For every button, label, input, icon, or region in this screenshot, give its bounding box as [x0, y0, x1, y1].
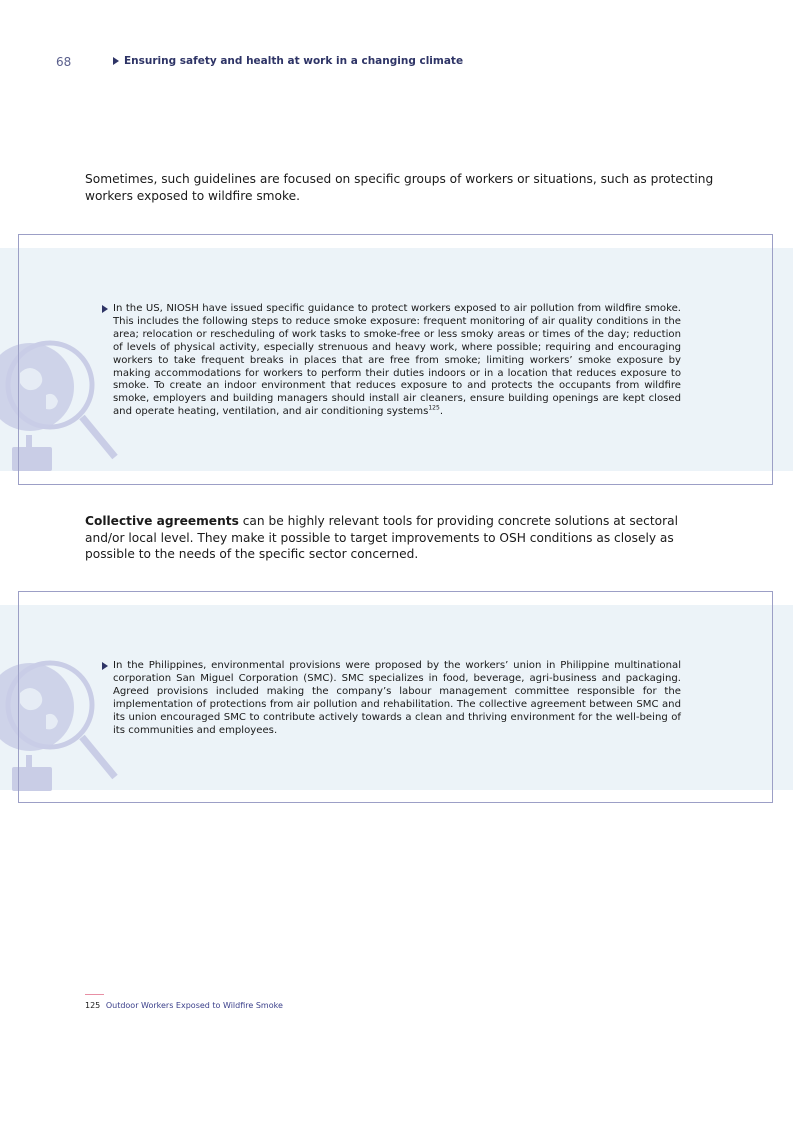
footnote-link[interactable]: Outdoor Workers Exposed to Wildfire Smoke	[105, 1001, 283, 1010]
collective-agreements-bold: Collective agreements	[85, 514, 239, 528]
footnote-number: 125	[85, 1001, 101, 1010]
triangle-bullet-icon	[113, 57, 119, 65]
case-bullet-icon	[102, 305, 108, 313]
case-us-end: .	[439, 406, 444, 418]
page-number: 68	[56, 55, 72, 69]
footnote-rule	[85, 994, 104, 995]
footnote	[85, 1001, 283, 1010]
case-ph-text: In the Philippines, environmental provisions were proposed by the workers’ union in Philippine multinational corporation San Miguel Corporation (SMC). SMC specializes in food, beverage, agri-business and packaging. Agreed provisions included making the company’s labour management committee responsible for the implementation of protections from air pollution and rehabilitation. The collective agreement between SMC and its union encouraged SMC to contribute actively towards a clean and thriving environment for the well-being of its communities and employees.	[113, 660, 681, 736]
case-us-text	[113, 303, 681, 419]
footnote-ref-125[interactable]: 125	[428, 404, 440, 412]
intro-paragraph: Sometimes, such guidelines are focused on specific groups of workers or situations, such as protecting workers exposed to wildfire smoke.	[85, 172, 714, 203]
collective-agreements-paragraph	[85, 513, 715, 563]
case-bullet-icon	[102, 662, 108, 670]
case-us-body: In the US, NIOSH have issued specific guidance to protect workers exposed to air pollution from wildfire smoke. This includes the following steps to reduce smoke exposure: frequent monitoring of air quality conditions in the area; relocation or rescheduling of work tasks to smoke-free or less smoky areas or times of the day; reduction of levels of physical activity, especially strenuous and heavy work, where possible; requiring and encouraging workers to take frequent breaks in places that are free from smoke; limiting workers’ smoke exposure by making accommodations for workers to perform their duties indoors or in a location that reduces exposure to smoke. To create an indoor environment that reduces exposure to and protects the occupants from wildfire smoke, employers and building managers should install air cleaners, ensure building openings are kept closed and operate heating, ventilation, and air conditioning systems	[113, 303, 681, 418]
running-head-title: Ensuring safety and health at work in a changing climate	[124, 55, 464, 67]
running-head	[113, 55, 463, 67]
collective-agreements-text: can be highly relevant tools for providing concrete solutions at sectoral and/or local level. They make it possible to target improvements to OSH conditions as closely as possible to the needs of the specific sector concerned.	[85, 514, 678, 561]
